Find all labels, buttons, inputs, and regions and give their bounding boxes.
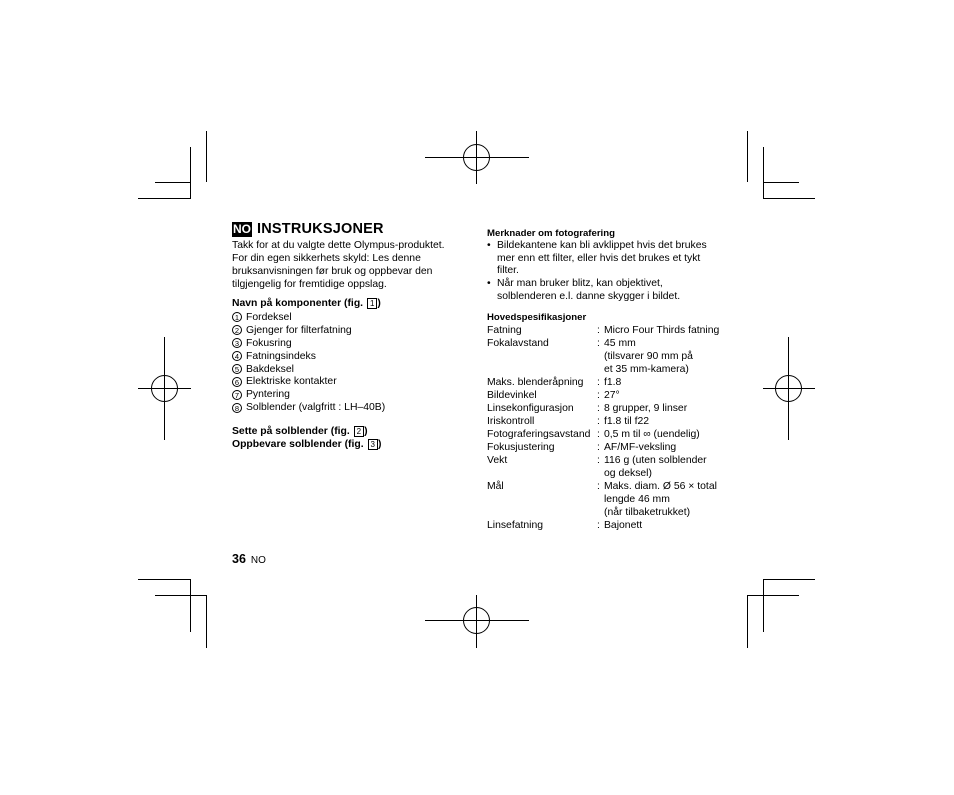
spec-row: Fatning : Micro Four Thirds fatning <box>487 325 720 336</box>
section-heading <box>232 221 384 237</box>
list-item: 4 Fatningsindeks <box>232 350 385 363</box>
page-number: 36 <box>232 552 246 566</box>
item-number: 6 <box>232 377 242 387</box>
spec-row: Maks. blenderåpning : f1.8 <box>487 377 622 388</box>
language-badge: NO <box>233 221 251 236</box>
list-item: 1 Fordeksel <box>232 311 385 324</box>
spec-row: Fotograferingsavstand : 0,5 m til ∞ (uendelig) <box>487 429 700 440</box>
spec-row: Fokusjustering : AF/MF-veksling <box>487 442 677 453</box>
list-item: 7 Pyntering <box>232 388 385 401</box>
page-footer <box>232 552 266 566</box>
item-number: 8 <box>232 403 242 413</box>
spec-row: Bildevinkel : 27° <box>487 390 620 401</box>
notes-list <box>487 240 707 304</box>
fig-ref: 2 <box>354 426 364 437</box>
spec-row: Linsekonfigurasjon : 8 grupper, 9 linser <box>487 403 688 414</box>
list-item: 3 Fokusring <box>232 337 385 350</box>
spec-row: Iriskontroll : f1.8 til f22 <box>487 416 650 427</box>
item-number: 2 <box>232 325 242 335</box>
footer-language: NO <box>250 555 266 566</box>
list-item: 5 Bakdeksel <box>232 363 385 376</box>
item-number: 1 <box>232 312 242 322</box>
specs-table <box>487 324 719 532</box>
spec-row: Vekt : 116 g (uten solblender og deksel) <box>487 455 707 479</box>
intro-line: For din egen sikkerhets skyld: Les denne <box>232 253 421 264</box>
item-number: 3 <box>232 338 242 348</box>
intro-line: Takk for at du valgte dette Olympus-produktet. <box>232 240 445 251</box>
note-item: • Bildekantene kan bli avklippet hvis det brukes mer enn ett filter, eller hvis det brukes et tykt filter. <box>487 240 707 277</box>
item-number: 5 <box>232 364 242 374</box>
list-item: 8 Solblender (valgfritt : LH–40B) <box>232 401 385 414</box>
components-heading: Navn på komponenter (fig. 1 ) <box>232 298 381 309</box>
intro-line: bruksanvisningen før bruk og oppbevar den <box>232 266 433 277</box>
intro-paragraph <box>232 239 445 291</box>
fig-ref: 1 <box>367 298 377 309</box>
item-number: 7 <box>232 390 242 400</box>
specs-heading: Hovedspesifikasjoner <box>487 312 587 323</box>
page-title: INSTRUKSJONER <box>257 221 384 237</box>
note-item: • Når man bruker blitz, kan objektivet, solblenderen e.l. danne skygger i bildet. <box>487 278 681 302</box>
spec-row: Linsefatning : Bajonett <box>487 520 643 531</box>
spec-row: Fokalavstand : 45 mm (tilsvarer 90 mm på et 35 mm-kamera) <box>487 338 693 375</box>
list-item: 6 Elektriske kontakter <box>232 375 385 388</box>
spec-row: Mål : Maks. diam. Ø 56 × total lengde 46 mm (når tilbaketrukket) <box>487 481 717 518</box>
mount-hood-heading: Sette på solblender (fig. 2 ) <box>232 426 368 437</box>
store-hood-heading: Oppbevare solblender (fig. 3 ) <box>232 439 382 450</box>
item-number: 4 <box>232 351 242 361</box>
intro-line: tilgjengelig for fremtidige oppslag. <box>232 279 387 290</box>
notes-heading: Merknader om fotografering <box>487 228 615 239</box>
list-item: 2 Gjenger for filterfatning <box>232 324 385 337</box>
components-list <box>232 311 385 414</box>
fig-ref: 3 <box>368 439 378 450</box>
